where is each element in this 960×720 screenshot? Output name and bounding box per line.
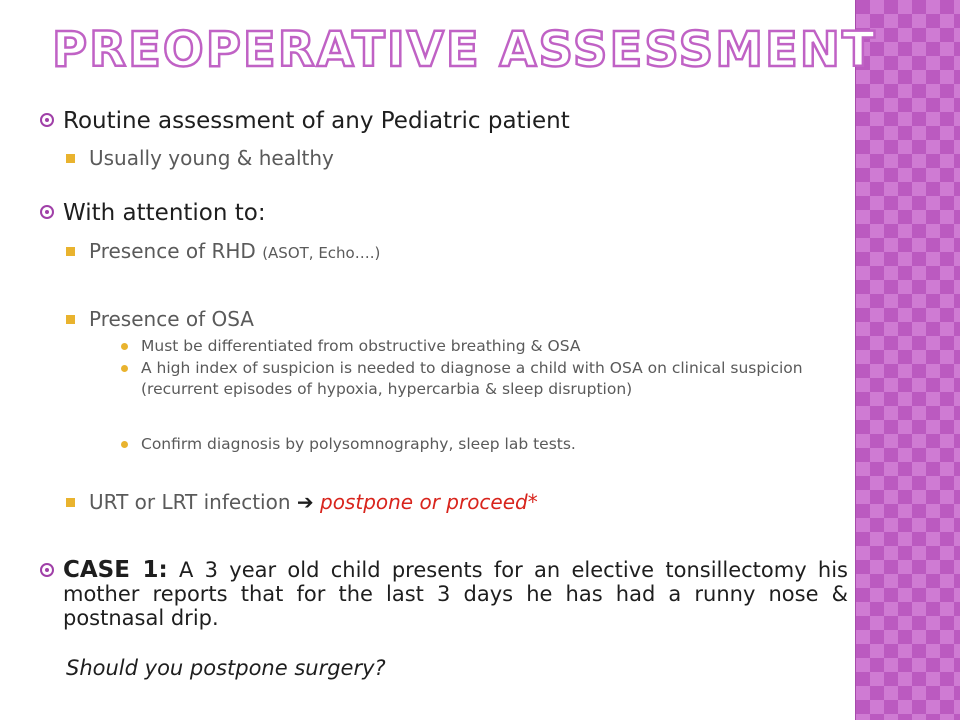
postpone-or-proceed: postpone or proceed* (320, 490, 538, 514)
sub-bullet-osa: Presence of OSA (66, 307, 254, 331)
dot-bullet-icon (121, 365, 128, 372)
square-bullet-icon (66, 498, 75, 507)
bullet-icon (40, 563, 54, 577)
sub-bullet-rhd: Presence of RHD (ASOT, Echo….) (66, 239, 380, 263)
case-1-block (40, 558, 848, 630)
bullet-icon (40, 113, 54, 127)
bullet-icon (40, 205, 54, 219)
dot-bullet-icon (121, 441, 128, 448)
decorative-pattern-panel (855, 0, 960, 720)
dot-bullet-icon (121, 343, 128, 350)
case-label: CASE 1: (63, 557, 168, 583)
bullet-with-attention: With attention to: (40, 200, 266, 226)
osa-detail-differentiate: Must be differentiated from obstructive breathing & OSA (121, 336, 851, 357)
square-bullet-icon (66, 247, 75, 256)
osa-detail-suspicion: A high index of suspicion is needed to diagnose a child with OSA on clinical suspicion (recurrent episodes of hypoxia, hypercarbia & sleep disruption) (121, 358, 851, 400)
bullet-routine-assessment: Routine assessment of any Pediatric patient (40, 108, 570, 134)
square-bullet-icon (66, 154, 75, 163)
case-question: Should you postpone surgery? (66, 656, 386, 680)
case-text: A 3 year old child presents for an elective tonsillectomy his mother reports that for the last 3 days he has had a runny nose & postnasal drip. (63, 558, 848, 630)
sub-bullet-infection: URT or LRT infection ➔ postpone or proceed* (66, 490, 538, 514)
sub-bullet-young-healthy: Usually young & healthy (66, 146, 334, 170)
right-arrow-icon: ➔ (296, 490, 314, 514)
osa-detail-confirm: Confirm diagnosis by polysomnography, sleep lab tests. (121, 434, 851, 455)
square-bullet-icon (66, 315, 75, 324)
slide-title: PREOPERATIVE ASSESSMENT (52, 22, 877, 78)
